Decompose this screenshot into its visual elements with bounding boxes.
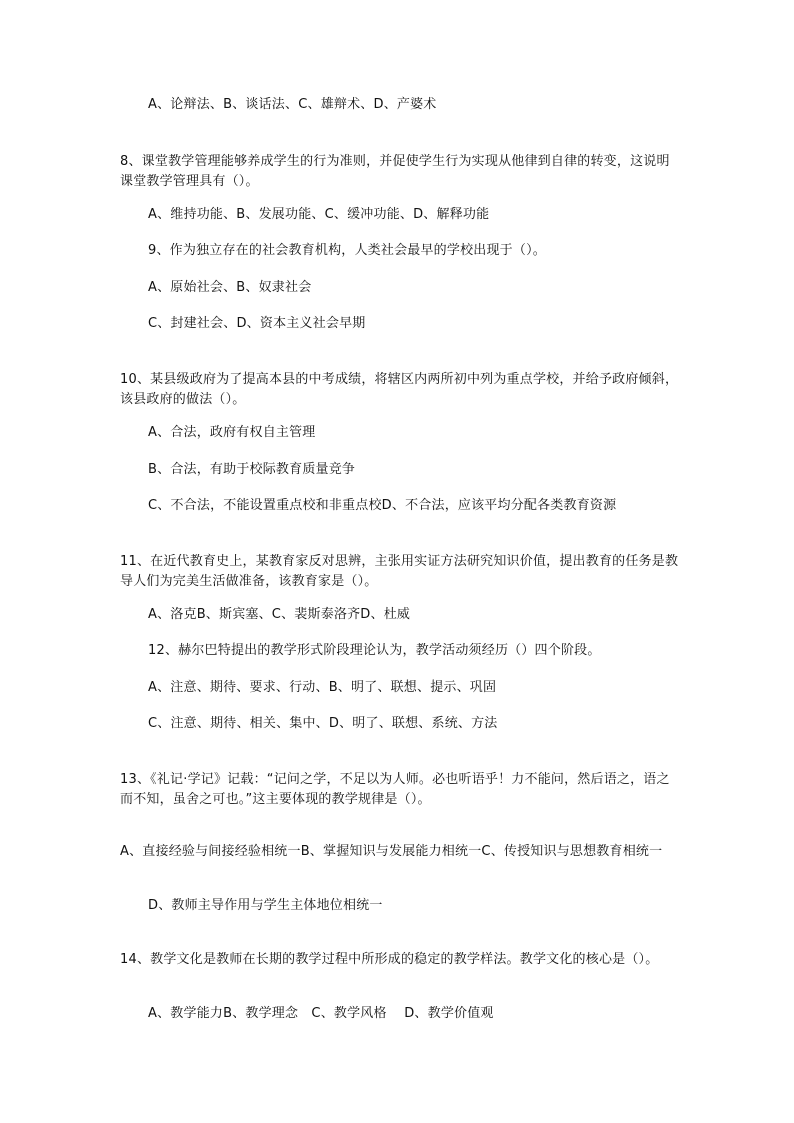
question-9: 9、作为独立存在的社会教育机构，人类社会最早的学校出现于（）。 [148, 243, 546, 258]
option-line: A、原始社会、B、奴隶社会 [148, 280, 312, 295]
option-line: A、论辩法、B、谈话法、C、雄辩术、D、产婆术 [148, 97, 437, 112]
question-12: 12、赫尔巴特提出的教学形式阶段理论认为，教学活动须经历（）四个阶段。 [148, 643, 601, 658]
question-11: 11、在近代教育史上，某教育家反对思辨，主张用实证方法研究知识价值，提出教育的任务是教导人们为完美生活做准备，该教育家是（）。 [120, 554, 679, 589]
option-line: A、维持功能、B、发展功能、C、缓冲功能、D、解释功能 [148, 207, 490, 222]
question-10: 10、某县级政府为了提高本县的中考成绩，将辖区内两所初中列为重点学校，并给予政府倾斜，该县政府的做法（）。 [120, 372, 679, 407]
option-line: C、不合法，不能设置重点校和非重点校D、不合法，应该平均分配各类教育资源 [148, 498, 617, 513]
question-14: 14、教学文化是教师在长期的教学过程中所形成的稳定的教学样法。教学文化的核心是（）。 [120, 952, 659, 967]
option-line: A、注意、期待、要求、行动、B、明了、联想、提示、巩固 [148, 680, 497, 695]
question-8: 8、课堂教学管理能够养成学生的行为准则，并促使学生行为实现从他律到自律的转变，这说明课堂教学管理具有（）。 [120, 154, 670, 189]
option-line: A、合法，政府有权自主管理 [148, 425, 316, 440]
option-line: A、洛克B、斯宾塞、C、裴斯泰洛齐D、杜威 [148, 607, 411, 622]
option-line: B、合法，有助于校际教育质量竞争 [148, 462, 356, 477]
question-13: 13、《礼记·学记》记载：“记问之学，不足以为人师。必也听语乎！力不能问，然后语之，语之而不知，虽舍之可也。”这主要体现的教学规律是（）。 [120, 772, 670, 807]
option-line: D、教师主导作用与学生主体地位相统一 [148, 898, 383, 913]
option-line: C、注意、期待、相关、集中、D、明了、联想、系统、方法 [148, 716, 498, 731]
option-line: A、教学能力B、教学理念 C、教学风格 D、教学价值观 [148, 1006, 494, 1021]
option-line: A、直接经验与间接经验相统一B、掌握知识与发展能力相统一C、传授知识与思想教育相统一 [120, 844, 663, 859]
option-line: C、封建社会、D、资本主义社会早期 [148, 316, 366, 331]
